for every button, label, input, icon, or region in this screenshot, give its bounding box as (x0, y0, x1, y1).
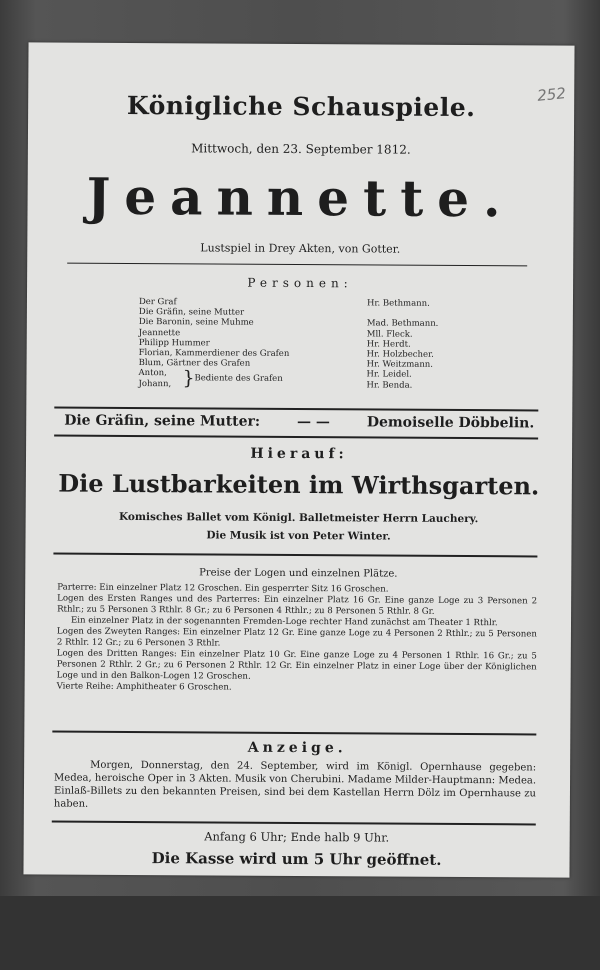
divider-line (67, 263, 527, 267)
cast-role: Der Graf (138, 297, 177, 308)
price-first-rank: Logen des Ersten Ranges und des Parterres: Ein einzelner Platz 16 Gr. Eine ganze Loge zu 3 Personen 2 Rthlr.; zu 5 Personen 3 Rthlr. 8 Gr.; zu 6 Personen 4 Rthlr.; zu 8 Personen 5 Rthlr. 8 Gr. (57, 593, 538, 617)
box-office-opening: Die Kasse wird um 5 Uhr geöffnet. (151, 849, 442, 869)
cast-role: Anton, (138, 368, 167, 379)
price-parterre: Parterre: Ein einzelner Platz 12 Groschen. Ein gesperrter Sitz 16 Groschen. (57, 582, 389, 595)
ballet-composer: Die Musik ist von Peter Winter. (206, 529, 391, 543)
special-actor: Demoiselle Döbbelin. (366, 414, 535, 432)
play-subtitle: Lustspiel in Drey Akten, von Gotter. (200, 241, 401, 256)
cast-role: Die Baronin, seine Muhme (138, 317, 254, 329)
divider-line (52, 820, 536, 825)
cast-role: Jeannette (138, 327, 181, 338)
cast-actor: Hr. Herdt. (366, 339, 411, 350)
divider-line (53, 553, 537, 558)
ballet-choreographer: Komisches Ballet vom Königl. Balletmeister Herrn Lauchery. (118, 510, 479, 526)
cast-actor: Hr. Bethmann. (366, 298, 430, 309)
cast-roles (138, 297, 289, 390)
play-title: Jeannette. (86, 166, 515, 229)
performance-date: Mittwoch, den 23. September 1812. (191, 141, 411, 157)
price-list (57, 583, 538, 696)
price-third-rank: Logen des Dritten Ranges: Ein einzelner Platz 10 Gr. Eine ganze Loge zu 4 Personen 1 Rthlr. 16 Gr.; zu 5 Personen 2 Rthlr. 2 Gr.; zu 6 Personen 2 Rthlr. 12 Gr. Ein einzelner Platz in einer Loge über der Königlichen Loge und in den Balkon-Logen 12 Groschen. (56, 648, 537, 682)
divider-line (54, 407, 538, 412)
cast-heading: Personen: (247, 275, 353, 291)
cast-actor: Hr. Leidel. (366, 369, 412, 381)
prices-heading: Preise der Logen und einzelnen Plätze. (199, 567, 398, 580)
cast-role: Florian, Kammerdiener des Grafen (138, 348, 290, 359)
notice-text: Morgen, Donnerstag, den 24. September, wird im Königl. Opernhause gegeben: Medea, heroische Oper in 3 Akten. Musik von Cherubini. Madame Milder-Hauptmann: Medea. Einlaß-Billets zu den bekannten Preisen, sind bei dem Kastellan Herrn Dölz im Opernhause zu haben. (53, 759, 537, 810)
divider-line (52, 730, 536, 735)
theatre-name: Königliche Schauspiele. (126, 90, 476, 123)
cast-role: Philipp Hummer (138, 337, 210, 349)
ballet-title: Die Lustbarkeiten im Wirthsgarten. (58, 468, 540, 501)
cast-actor: Hr. Benda. (366, 380, 413, 391)
cast-role-group (138, 368, 289, 389)
price-fourth-row: Vierte Reihe: Amphitheater 6 Groschen. (56, 681, 232, 693)
curly-brace-icon: } (182, 367, 195, 390)
special-dashes: — — (296, 413, 330, 431)
cast-actor: Mad. Bethmann. (366, 318, 439, 330)
divider-line (54, 435, 538, 440)
cast-role-shared: Bediente des Grafen (194, 373, 283, 385)
playbill-sheet (23, 42, 574, 877)
cast-actor: Hr. Holzbecher. (366, 349, 434, 360)
cast-role: Blum, Gärtner des Grafen (138, 358, 251, 369)
cast-role: Die Gräfin, seine Mutter (138, 307, 245, 318)
notice-heading: Anzeige. (247, 739, 347, 757)
special-role: Die Gräfin, seine Mutter: (64, 412, 261, 430)
cast-actor (367, 309, 439, 320)
special-cast-line (64, 413, 534, 432)
show-times: Anfang 6 Uhr; Ende halb 9 Uhr. (204, 829, 390, 845)
scan-bottom-strip (0, 896, 600, 970)
price-second-rank: Logen des Zweyten Ranges: Ein einzelner Platz 12 Gr. Eine ganze Loge zu 4 Personen 2 Rthlr.; zu 5 Personen 2 Rthlr. 12 Gr.; zu 6 Personen 3 Rthlr. (56, 626, 537, 649)
price-stranger-box: Ein einzelner Platz in der sogenannten Fremden-Loge rechter Hand zunächst am Theater 1 Rthlr. (70, 615, 498, 629)
cast-actor: Mll. Fleck. (366, 329, 413, 340)
archive-number: 252 (536, 84, 568, 105)
cast-actors (366, 298, 438, 390)
cast-role: Johann, (138, 378, 172, 389)
cast-actor: Hr. Weitzmann. (366, 359, 434, 371)
ballet-intro: Hierauf: (250, 445, 348, 463)
